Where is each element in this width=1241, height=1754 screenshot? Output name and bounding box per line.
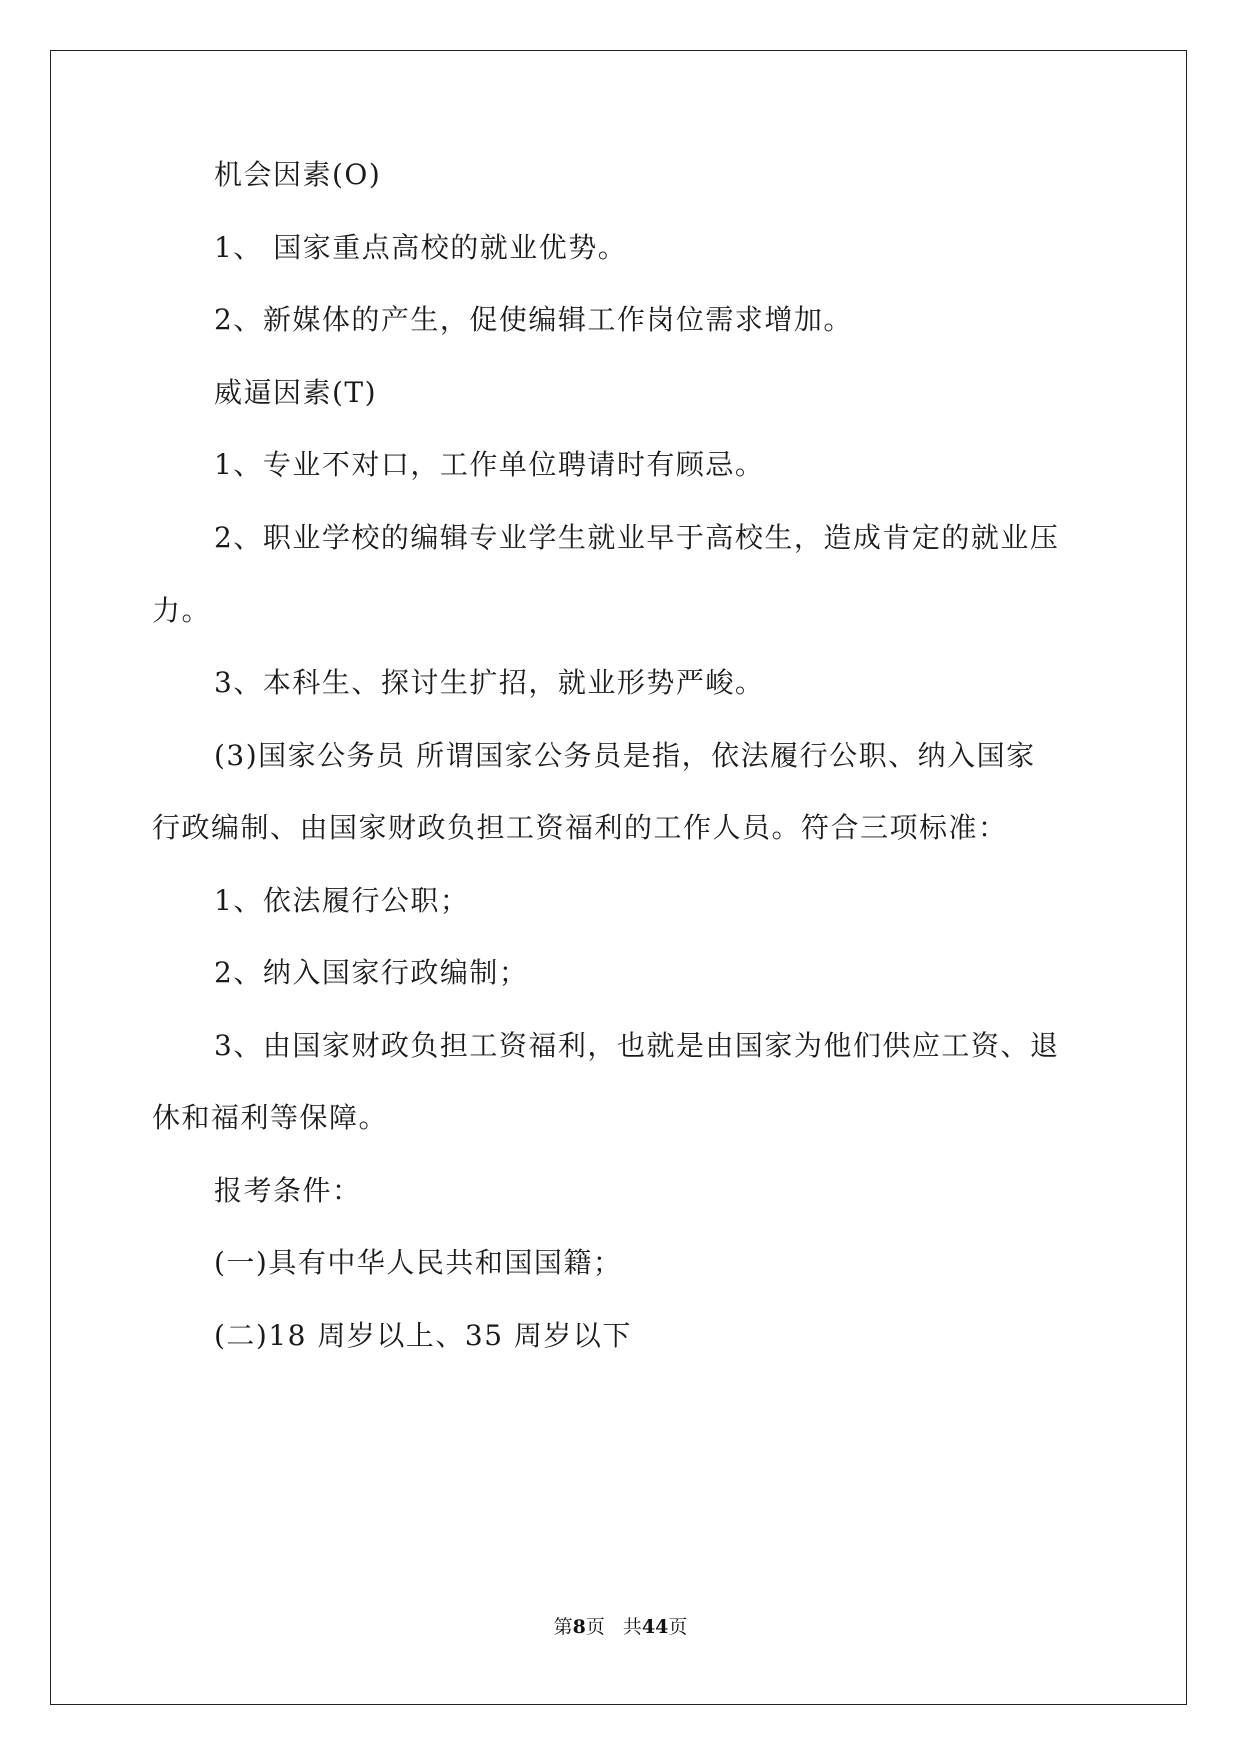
paragraph: 1、 国家重点高校的就业优势。 <box>214 231 628 264</box>
paragraph: 3、由国家财政负担工资福利，也就是由国家为他们供应工资、退 <box>214 1029 1060 1062</box>
paragraph: (一)具有中华人民共和国国籍； <box>214 1246 623 1279</box>
paragraph: (二)18 周岁以上、35 周岁以下 <box>214 1319 632 1352</box>
section-heading-threats: 威逼因素(T) <box>214 376 378 409</box>
paragraph: 2、纳入国家行政编制； <box>214 956 529 989</box>
paragraph: 1、专业不对口，工作单位聘请时有顾忌。 <box>214 448 765 481</box>
paragraph: (3)国家公务员 所谓国家公务员是指，依法履行公职、纳入国家 <box>214 739 1036 772</box>
page-total: 44 <box>641 1616 669 1638</box>
page-number-current: 8 <box>572 1616 586 1638</box>
page-border <box>50 50 1187 1705</box>
page-number-prefix: 第 <box>553 1616 573 1638</box>
section-heading-requirements: 报考条件： <box>214 1174 362 1207</box>
paragraph-continuation: 力。 <box>152 594 212 627</box>
paragraph: 1、依法履行公职； <box>214 884 470 917</box>
paragraph: 2、新媒体的产生，促使编辑工作岗位需求增加。 <box>214 303 853 336</box>
section-heading-opportunities: 机会因素(O) <box>214 158 382 191</box>
page-total-suffix: 页 <box>668 1616 688 1638</box>
page-number-suffix: 页 <box>585 1616 605 1638</box>
paragraph-continuation: 行政编制、由国家财政负担工资福利的工作人员。符合三项标准： <box>152 811 1008 844</box>
paragraph: 3、本科生、探讨生扩招，就业形势严峻。 <box>214 666 765 699</box>
page-footer <box>0 1612 1241 1639</box>
paragraph-continuation: 休和福利等保障。 <box>152 1101 389 1134</box>
paragraph: 2、职业学校的编辑专业学生就业早于高校生，造成肯定的就业压 <box>214 521 1060 554</box>
page-total-prefix: 共 <box>622 1616 642 1638</box>
